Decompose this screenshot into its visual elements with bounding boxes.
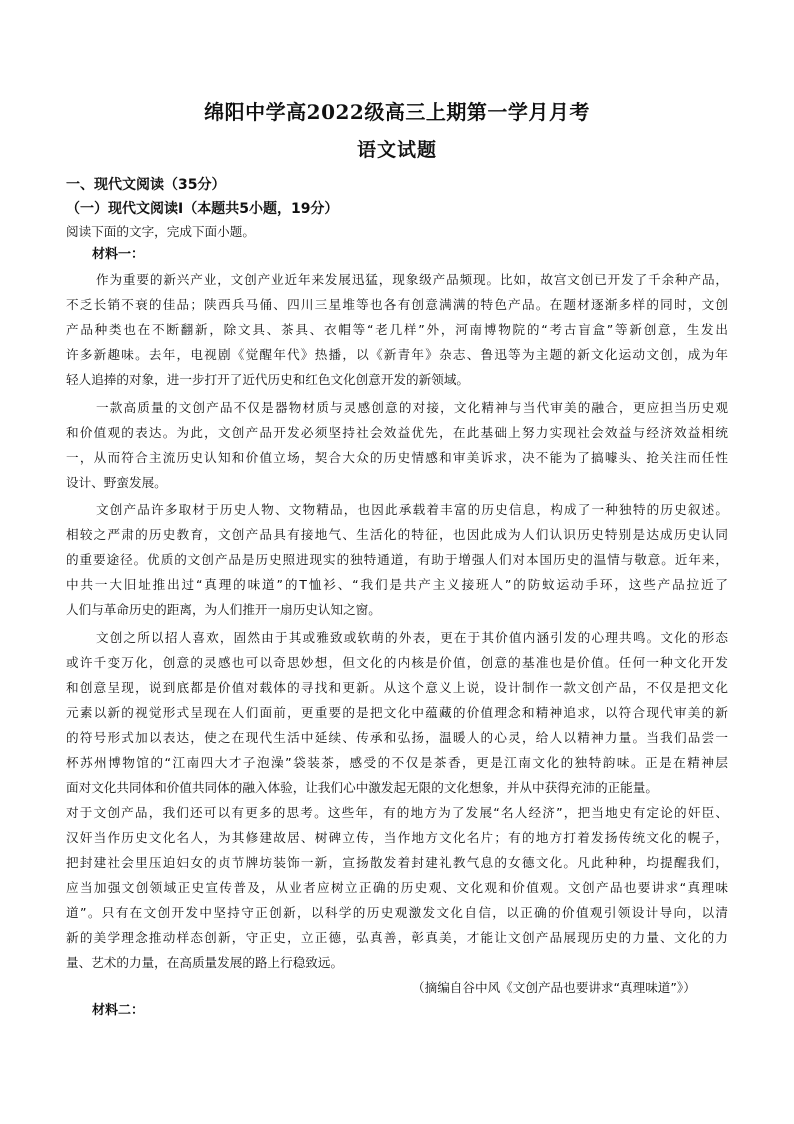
subsection-heading: （一）现代文阅读Ⅰ（本题共5小题，19分）: [66, 201, 339, 217]
material-one-line: 设计、野蛮发展。: [66, 475, 167, 490]
material-one-line: 和价值观的表达。为此，文创产品开发必须坚持社会效益优先，在此基础上努力实现社会效益与经济效益相统: [66, 425, 728, 440]
material-one-line: 的重要途径。优质的文创产品是历史照进现实的独特通道，有助于增强人们对本国历史的温情与敬意。近年来，: [66, 552, 728, 567]
material-one-line: 一，从而符合主流历史认知和价值立场，契合大众的历史情感和审美诉求，决不能为了搞噱头、抢关注而任性: [66, 450, 728, 465]
material-one-line: 产品种类也在不断翻新，除文具、茶具、衣帽等“老几样”外，河南博物院的“考古盲盒”等新创意，生发出: [66, 322, 728, 337]
material-one-line: 中共一大旧址推出过“真理的味道”的T恤衫、“我们是共产主义接班人”的防蚊运动手环，这些产品拉近了: [66, 577, 728, 592]
material-one-line: 元素以新的视觉形式呈现在人们面前，更重要的是把文化中蕴藏的价值理念和精神追求，以符合现代审美的新: [66, 705, 728, 720]
material-one-line: 杯苏州博物馆的“江南四大才子泡澡”袋装茶，感受的不仅是茶香，更是江南文化的独特韵味。正是在精神层: [66, 755, 728, 770]
material-one-source: （摘编自谷中风《文创产品也要讲求“真理味道”》）: [412, 980, 696, 995]
material-one-line: 一款高质量的文创产品不仅是器物材质与灵感创意的对接，文化精神与当代审美的融合，更应担当历史观: [96, 400, 728, 415]
material-two-label: 材料二：: [92, 1003, 145, 1018]
material-one-line: 面对文化共同体和价值共同体的融入体验，让我们心中激发起无限的文化想象，并从中获得充沛的正能量。: [66, 780, 658, 795]
reading-instruction: 阅读下面的文字，完成下面小题。: [66, 224, 255, 239]
material-one-line: 相较之严肃的历史教育，文创产品具有接地气、生活化的特征，也因此成为人们认识历史特别是达成历史认同: [66, 527, 728, 542]
material-one-line: 和创意呈现，说到底都是价值对载体的寻找和更新。从这个意义上说，设计制作一款文创产品，不仅是把文化: [66, 680, 728, 695]
exam-title: 绵阳中学高2022级高三上期第一学月月考: [204, 100, 590, 124]
material-one-line: 应当加强文创领域正史宣传普及，从业者应树立正确的历史观、文化观和价值观。文创产品也要讲求“真理味: [66, 880, 728, 895]
material-one-line: 轻人追捧的对象，进一步打开了近代历史和红色文化创意开发的新领域。: [66, 372, 469, 387]
material-one-line: 量、艺术的力量，在高质量发展的路上行稳致远。: [66, 955, 344, 970]
material-one-line: 作为重要的新兴产业，文创产业近年来发展迅猛，现象级产品频现。比如，故宫文创已开发了千余种产品，: [96, 272, 728, 287]
material-one-line: 不乏长销不衰的佳品；陕西兵马俑、四川三星堆等也各有创意满满的特色产品。在题材逐渐多样的同时，文创: [66, 297, 728, 312]
exam-subtitle: 语文试题: [356, 139, 437, 161]
material-one-line: 把封建社会里压迫妇女的贞节牌坊装饰一新，宣扬散发着封建礼教气息的女德文化。凡此种种，均提醒我们，: [66, 855, 728, 870]
material-one-line: 许多新趣味。去年，电视剧《觉醒年代》热播，以《新青年》杂志、鲁迅等为主题的新文化运动文创，成为年: [66, 347, 728, 362]
material-one-line: 的符号形式加以表达，使之在现代生活中延续、传承和弘扬，温暖人的心灵，给人以精神力量。当我们品尝一: [66, 730, 728, 745]
material-one-line: 道”。只有在文创开发中坚持守正创新，以科学的历史观激发文化自信，以正确的价值观引领设计导向，以清: [66, 905, 728, 920]
material-one-line: 文创之所以招人喜欢，固然由于其或雅致或软萌的外表，更在于其价值内涵引发的心理共鸣。文化的形态: [96, 630, 728, 645]
section-heading: 一、现代文阅读（35分）: [66, 177, 226, 193]
material-one-line: 新的美学理念推动样态创新，守正史，立正德，弘真善，彰真美，才能让文创产品展现历史的力量、文化的力: [66, 930, 728, 945]
material-one-line: 对于文创产品，我们还可以有更多的思考。这些年，有的地方为了发展“名人经济”，把当地史有定论的奸臣、: [66, 805, 728, 820]
material-one-line: 或许千变万化，创意的灵感也可以奇思妙想，但文化的内核是价值，创意的基准也是价值。任何一种文化开发: [66, 655, 728, 670]
material-one-label: 材料一：: [92, 247, 145, 262]
material-one-line: 人们与革命历史的距离，为人们推开一扇历史认知之窗。: [66, 602, 381, 617]
material-one-line: 汉奸当作历史文化名人，为其修建故居、树碑立传，当作地方文化名片；有的地方打着发扬传统文化的幌子，: [66, 830, 728, 845]
material-one-line: 文创产品许多取材于历史人物、文物精品，也因此承载着丰富的历史信息，构成了一种独特的历史叙述。: [96, 502, 728, 517]
